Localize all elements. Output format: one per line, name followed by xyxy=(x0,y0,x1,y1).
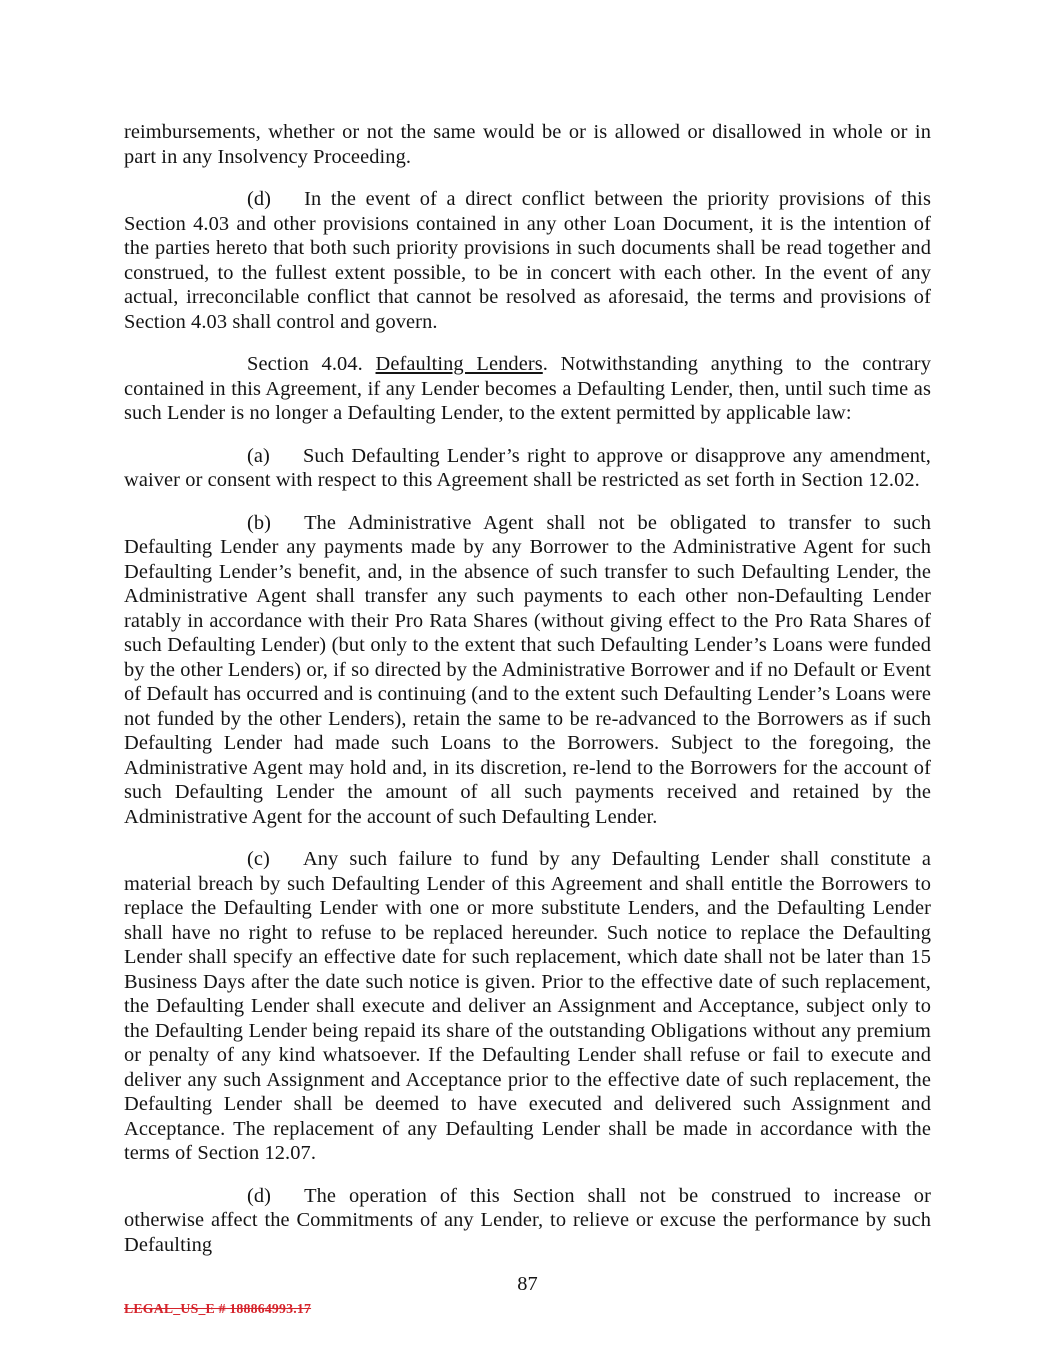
paragraph-label: (d) xyxy=(247,188,272,210)
paragraph-label: (b) xyxy=(247,511,272,534)
paragraph-label: (d) xyxy=(247,1184,272,1207)
paragraph-continuation xyxy=(124,120,931,169)
paragraph-4-03-d xyxy=(124,187,931,334)
paragraph-4-04-c xyxy=(124,847,931,1166)
paragraph-label: (c) xyxy=(247,848,270,870)
paragraph-4-04-b xyxy=(124,511,931,830)
paragraph-text: The Administrative Agent shall not be obligated to transfer to such Defaulting Lender any payments made by any Borrower to the Administrative Agent for such Defaulting Lender’s benefit, and, in the absence of such transfer to such Defaulting Lender, the Administrative Agent shall transfer any such payments to each other non-Defaulting Lender ratably in accordance with their Pro Rata Shares (without giving effect to the Pro Rata Shares of such Defaulting Lender) (but only to the extent that such Defaulting Lender’s Loans were funded by the other Lenders) or, if so directed by the Administrative Borrower and if no Default or Event of Default has occurred and is continuing (and to the extent such Defaulting Lender’s Loans were not funded by the other Lenders), retain the same to be re-advanced to the Borrowers as if such Defaulting Lender had made such Loans to the Borrowers. Subject to the foregoing, the Administrative Agent may hold and, in its discretion, re-lend to the Borrowers for the account of such Defaulting Lender the amount of all such payments received and retained by the Administrative Agent for the account of such Defaulting Lender. xyxy=(124,511,931,828)
document-control-number: LEGAL_US_E # 188864993.17 xyxy=(124,1301,312,1316)
section-title-underlined: Defaulting Lenders xyxy=(375,353,543,375)
document-body xyxy=(124,120,931,1275)
paragraph-text: The operation of this Section shall not be construed to increase or otherwise affect the Commitments of any Lender, to relieve or excuse the performance by such Defaulting xyxy=(124,1184,931,1256)
paragraph-text: Such Defaulting Lender’s right to approve or disapprove any amendment, waiver or consent with respect to this Agreement shall be restricted as set forth in Section 12.02. xyxy=(124,444,931,491)
paragraph-4-04-d xyxy=(124,1184,931,1258)
paragraph-section-4-04-heading xyxy=(124,352,931,426)
paragraph-label: (a) xyxy=(247,444,270,467)
paragraph-text: In the event of a direct conflict between the priority provisions of this Section 4.03 and other provisions contained in any other Loan Document, it is the intention of the parties hereto that both such priority provisions in such documents shall be read together and construed, to the fullest extent possible, to be in concert with each other. In the event of any actual, irreconcilable conflict that cannot be resolved as aforesaid, the terms and provisions of Section 4.03 shall control and govern. xyxy=(124,188,931,333)
page-number: 87 xyxy=(517,1273,538,1295)
paragraph-4-04-a xyxy=(124,444,931,493)
paragraph-text: reimbursements, whether or not the same would be or is allowed or disallowed in whole or in part in any Insolvency Proceeding. xyxy=(124,121,931,168)
section-heading-text: . Notwithstanding anything to the contrary contained in this Agreement, if any Lender becomes a Defaulting Lender, then, until such time as such Lender is no longer a Defaulting Lender, to the extent permitted by applicable law: xyxy=(124,353,931,424)
section-number: Section 4.04. xyxy=(247,353,363,375)
paragraph-text: Any such failure to fund by any Defaulting Lender shall constitute a material breach by such Defaulting Lender of this Agreement and shall entitle the Borrowers to replace the Defaulting Lender with one or more substitute Lenders, and the Defaulting Lender shall have no right to refuse to be replaced hereunder. Such notice to replace the Defaulting Lender shall specify an effective date for such replacement, which date shall not be later than 15 Business Days after the date such notice is given. Prior to the effective date of such replacement, the Defaulting Lender shall execute and deliver an Assignment and Acceptance, subject only to the Defaulting Lender being repaid its share of the outstanding Obligations without any premium or penalty of any kind whatsoever. If the Defaulting Lender shall refuse or fail to execute and deliver any such Assignment and Acceptance prior to the effective date of such replacement, the Defaulting Lender shall be deemed to have executed and delivered such Assignment and Acceptance. The replacement of any Defaulting Lender shall be made in accordance with the terms of Section 12.07. xyxy=(124,848,931,1164)
